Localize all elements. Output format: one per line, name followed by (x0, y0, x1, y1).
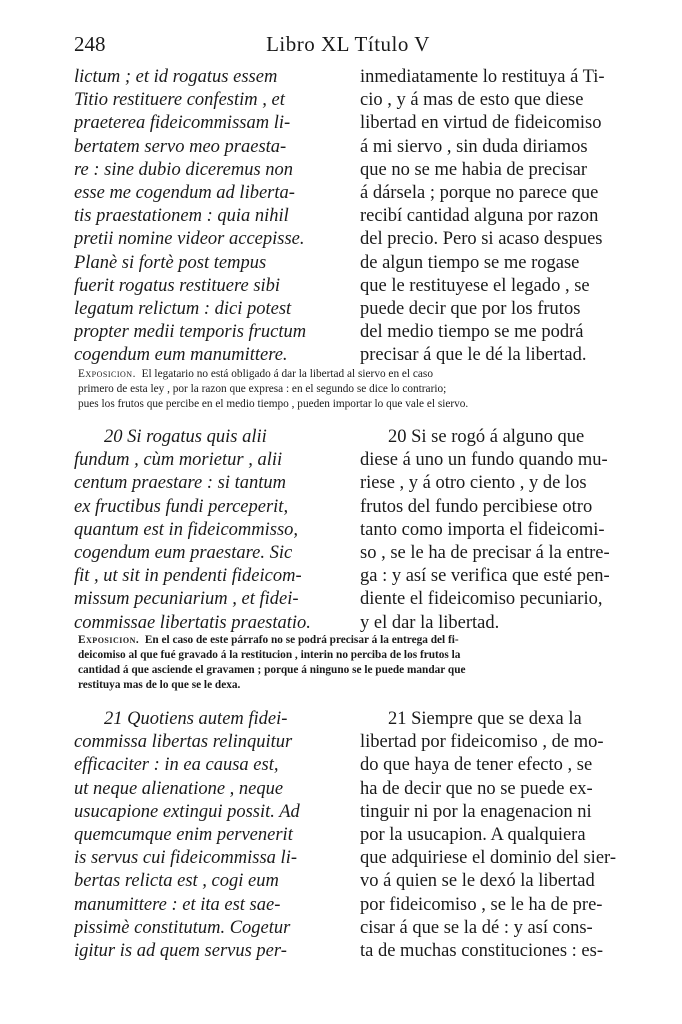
exposicion-line: primero de esta ley , por la razon que expresa : en el segundo se dice lo contrario; (78, 383, 447, 395)
spanish-line: del medio tiempo se me podrá (360, 322, 584, 343)
latin-line: propter medii temporis fructum (74, 322, 307, 343)
latin-line: igitur is ad quem servus per- (74, 940, 287, 961)
latin-line: Planè si fortè post tempus (74, 252, 267, 273)
spanish-column (360, 426, 622, 635)
spanish-line: ha de decir que no se puede ex- (360, 778, 593, 799)
spanish-line: ta de muchas constituciones : es- (360, 940, 604, 961)
spanish-line: do que haya de tener efecto , se (360, 755, 593, 776)
spanish-column (360, 708, 622, 963)
spanish-line: diente el fideicomiso pecuniario, (360, 589, 603, 610)
latin-line: esse me cogendum ad liberta- (74, 182, 295, 203)
latin-line: re : sine dubio diceremus non (74, 159, 294, 180)
spanish-line: que adquiriese el dominio del sier- (360, 848, 616, 869)
spanish-line: que no se me habia de precisar (360, 159, 588, 180)
page-number: 248 (74, 32, 106, 56)
spanish-column (360, 66, 622, 367)
spanish-line: ga : y así se verifica que esté pen- (360, 566, 610, 587)
latin-line: cogendum eum praestare. Sic (74, 542, 293, 563)
exposicion-line: En el caso de este párrafo no se podrá precisar á la entrega del fi- (144, 634, 459, 646)
latin-line: lictum ; et id rogatus essem (74, 67, 278, 87)
spanish-line: inmediatamente lo restituya á Ti- (360, 67, 605, 87)
spanish-line: por fideicomiso , se le ha de pre- (360, 894, 603, 915)
latin-line: fundum , cùm morietur , alii (74, 450, 283, 471)
spanish-line: tinguir ni por la enagenacion ni (360, 801, 592, 822)
spanish-line: á mi siervo , sin duda diriamos (360, 136, 588, 157)
parallel-text-section (74, 708, 622, 968)
running-head: Libro XL Título V (266, 32, 430, 56)
latin-line: tis praestationem : quia nihil (74, 206, 289, 227)
latin-column (74, 426, 346, 635)
spanish-line: recibí cantidad alguna por razon (360, 206, 599, 227)
latin-line: is servus cui fideicommissa li- (74, 848, 298, 869)
latin-line: cogendum eum manumittere. (74, 345, 288, 366)
spanish-line: riese , y á otro ciento , y de los (360, 473, 587, 494)
exposicion-line: El legatario no está obligado á dar la libertad al siervo en el caso (141, 368, 433, 380)
latin-line: centum praestare : si tantum (74, 473, 287, 494)
exposicion-line: pues los frutos que percibe en el medio tiempo , pueden importar lo que vale el siervo. (78, 398, 469, 410)
latin-line: legatum relictum : dici potest (74, 298, 292, 319)
spanish-line: de algun tiempo se me rogase (360, 252, 580, 273)
latin-line: 21 Quotiens autem fidei- (104, 709, 288, 729)
latin-column (74, 708, 346, 963)
spanish-line: que le restituyese el legado , se (360, 275, 590, 296)
latin-line: Titio restituere confestim , et (74, 90, 285, 111)
spanish-line: precisar á que le dé la libertad. (360, 345, 587, 366)
page-header (74, 32, 622, 62)
latin-column (74, 66, 346, 367)
parallel-text-section (74, 66, 622, 368)
latin-line: pretii nomine videor accepisse. (74, 229, 305, 250)
spanish-line: libertad en virtud de fideicomiso (360, 113, 602, 134)
exposicion-line: cantidad á que asciende el gravamen ; porque á ninguno se le puede mandar que (78, 664, 466, 676)
latin-line: ut neque alienatione , neque (74, 778, 284, 799)
latin-line: efficaciter : in ea causa est, (74, 755, 279, 776)
latin-line: missum pecuniarium , et fidei- (74, 589, 299, 610)
latin-line: commissae libertatis praestatio. (74, 612, 311, 633)
spanish-line: so , se le ha de precisar á la entre- (360, 542, 610, 563)
latin-line: 20 Si rogatus quis alii (104, 427, 267, 447)
spanish-line: por la usucapion. A qualquiera (360, 824, 586, 845)
latin-line: quemcumque enim pervenerit (74, 824, 293, 845)
latin-line: pissimè constitutum. Cogetur (74, 917, 291, 938)
exposicion-note (78, 367, 618, 412)
spanish-line: cisar á que se la dé : y así cons- (360, 917, 593, 938)
latin-line: bertas relicta est , cogi eum (74, 871, 279, 892)
spanish-line: vo á quien se le dexó la libertad (360, 871, 595, 892)
spanish-line: frutos del fundo percibiese otro (360, 496, 593, 517)
latin-line: praeterea fideicommissam li- (74, 113, 291, 134)
latin-line: fit , ut sit in pendenti fideicom- (74, 566, 302, 587)
exposicion-line: deicomiso al que fué gravado á la restitucion , interin no perciba de los frutos la (78, 649, 461, 661)
spanish-line: 20 Si se rogó á alguno que (388, 427, 585, 447)
latin-line: fuerit rogatus restituere sibi (74, 275, 281, 296)
spanish-line: tanto como importa el fideicomi- (360, 519, 605, 540)
spanish-line: diese á uno un fundo quando mu- (360, 450, 608, 471)
spanish-line: del precio. Pero si acaso despues (360, 229, 603, 250)
spanish-line: libertad por fideicomiso , de mo- (360, 732, 604, 753)
latin-line: quantum est in fideicommisso, (74, 519, 299, 540)
latin-line: manumittere : et ita est sae- (74, 894, 281, 915)
latin-line: usucapione extingui possit. Ad (74, 801, 300, 822)
exposicion-label: Exposicion. (78, 634, 140, 646)
exposicion-line: restituya mas de lo que se le dexa. (78, 679, 241, 691)
spanish-line: cio , y á mas de esto que diese (360, 90, 584, 111)
spanish-line: puede decir que por los frutos (360, 298, 581, 319)
spanish-line: á dársela ; porque no parece que (360, 182, 599, 203)
latin-line: ex fructibus fundi perceperit, (74, 496, 289, 517)
latin-line: commissa libertas relinquitur (74, 732, 293, 753)
parallel-text-section (74, 426, 622, 636)
spanish-line: 21 Siempre que se dexa la (388, 709, 582, 729)
exposicion-note (78, 633, 618, 693)
exposicion-label: Exposicion. (78, 368, 136, 380)
latin-line: bertatem servo meo praesta- (74, 136, 287, 157)
spanish-line: y el dar la libertad. (360, 612, 500, 633)
